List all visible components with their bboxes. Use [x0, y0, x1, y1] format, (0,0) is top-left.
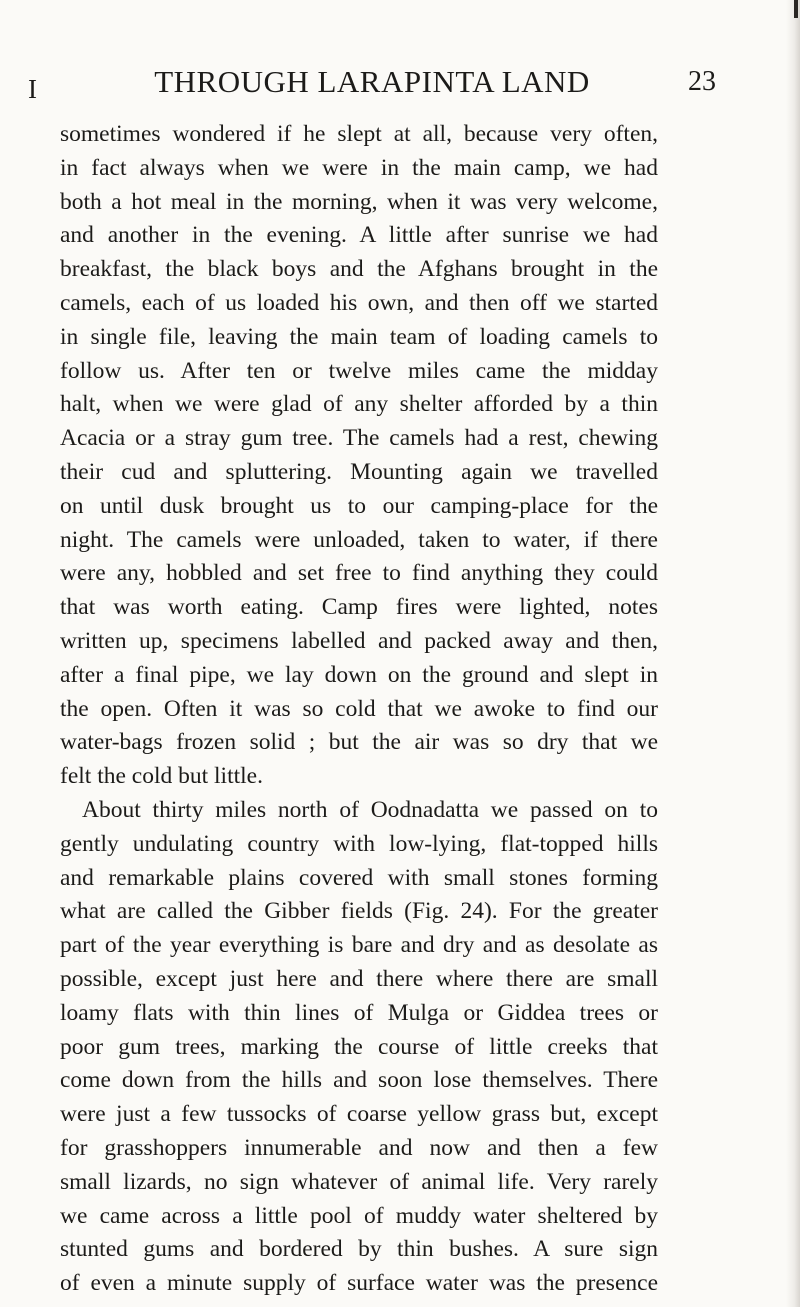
- body-text: [60, 118, 658, 1301]
- text-line: Acacia or a stray gum tree. The camels had a rest, chewing: [60, 425, 658, 452]
- text-line: halt, when we were glad of any shelter afforded by a thin: [60, 391, 658, 418]
- text-line: their cud and spluttering. Mounting again we travelled: [60, 458, 658, 485]
- text-line: About thirty miles north of Oodnadatta we passed on to: [82, 796, 658, 823]
- text-line: small lizards, no sign whatever of animal life. Very rarely: [60, 1168, 658, 1195]
- text-line: for grasshoppers innumerable and now and then a few: [60, 1134, 658, 1161]
- text-line: the open. Often it was so cold that we awoke to find our: [60, 695, 658, 722]
- page-edge-shadow: [786, 0, 800, 1307]
- text-line: of even a minute supply of surface water was the presence: [60, 1270, 658, 1297]
- running-head: [28, 64, 716, 104]
- text-line: part of the year everything is bare and dry and as desolate as: [60, 932, 658, 959]
- text-line: on until dusk brought us to our camping-place for the: [60, 492, 658, 519]
- page-edge-mark: [794, 0, 798, 18]
- text-line: written up, specimens labelled and packed away and then,: [60, 627, 658, 654]
- text-line: sometimes wondered if he slept at all, because very often,: [60, 121, 658, 147]
- text-line: and another in the evening. A little after sunrise we had: [60, 222, 658, 249]
- text-line: water-bags frozen solid ; but the air was so dry that we: [60, 729, 658, 756]
- page-number: 23: [688, 66, 716, 97]
- text-line: night. The camels were unloaded, taken to water, if there: [60, 526, 658, 553]
- paragraph: [60, 118, 658, 794]
- text-line: breakfast, the black boys and the Afghans brought in the: [60, 256, 658, 283]
- chapter-number: I: [28, 74, 38, 104]
- text-line: after a final pipe, we lay down on the ground and slept in: [60, 661, 658, 688]
- paragraph: [60, 794, 658, 1301]
- text-line: possible, except just here and there where there are small: [60, 965, 658, 992]
- text-line: that was worth eating. Camp fires were lighted, notes: [60, 594, 658, 621]
- text-line: in fact always when we were in the main camp, we had: [60, 154, 658, 181]
- text-line: we came across a little pool of muddy water sheltered by: [60, 1202, 658, 1229]
- text-line: come down from the hills and soon lose themselves. There: [60, 1067, 658, 1094]
- text-line: follow us. After ten or twelve miles came the midday: [60, 357, 658, 384]
- text-line: were any, hobbled and set free to find anything they could: [60, 560, 658, 587]
- text-line: camels, each of us loaded his own, and then off we started: [60, 289, 658, 316]
- text-line: in single file, leaving the main team of loading camels to: [60, 323, 658, 350]
- text-line: and remarkable plains covered with small stones forming: [60, 864, 658, 891]
- running-title: THROUGH LARAPINTA LAND: [154, 64, 590, 99]
- text-line: gently undulating country with low-lying, flat-topped hills: [60, 830, 658, 857]
- text-line: felt the cold but little.: [60, 763, 263, 790]
- text-line: both a hot meal in the morning, when it was very welcome,: [60, 188, 658, 215]
- text-line: what are called the Gibber fields (Fig. 24). For the greater: [60, 898, 658, 925]
- text-line: stunted gums and bordered by thin bushes. A sure sign: [60, 1236, 658, 1263]
- text-line: loamy flats with thin lines of Mulga or Giddea trees or: [60, 999, 658, 1026]
- text-line: poor gum trees, marking the course of little creeks that: [60, 1033, 658, 1060]
- text-line: were just a few tussocks of coarse yellow grass but, except: [60, 1101, 658, 1128]
